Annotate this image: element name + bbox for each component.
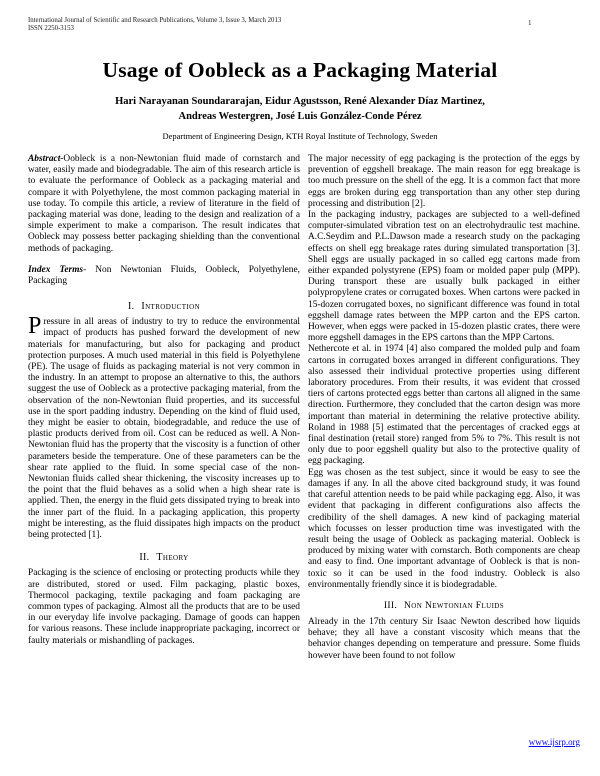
- section-heading-non-newtonian-fluids: [308, 600, 580, 612]
- index-terms-paragraph: [28, 265, 300, 287]
- page-number: 1: [528, 19, 532, 27]
- egg-test-subject-paragraph: Egg was chosen as the test subject, since it would be easy to see the damages if any. In all the above cited background study, it was found that careful attention needs to be paid while packaging egg. Also, it was evident that packaging in different configurations also affects the credibility of the shell damages. A new kind of packaging material which focusses on lesser production time was investigated with the result being the usage of Oobleck as packaging material. Oobleck is produced by mixing water with cornstarch. Both components are cheap and easy to find. One important advantage of Oobleck is that is non-toxic so it can be used in the food industry. Oobleck is also environmentally friendly since it is biodegradable.: [308, 467, 580, 590]
- section-number: III.: [383, 600, 397, 611]
- authors-line-2: Andreas Westergren, José Luis González-Conde Pérez: [178, 111, 422, 122]
- affiliation: Department of Engineering Design, KTH Royal Institute of Technology, Sweden: [162, 131, 438, 141]
- section-heading-theory: [28, 552, 300, 564]
- section-number: I.: [127, 301, 135, 313]
- introduction-text: ressure in all areas of industry to try to reduce the environmental impact of products has pushed forward the development of new materials for manufacturing, but also for packaging and product protection purposes. A much used material in this field is Polyethylene (PE). The usage of fluids as packaging material is not very common in the industry. In an attempt to propose an alternative to this, the authors suggest the use of Oobleck as a protective packaging material, from the observation of the non-Newtonian fluid properties, and its successful use in the sport padding industry. Depending on the kind of fluid used, they might be easier to obtain, biodegradable, and reduce the use of plastic products derived from oil. Cost can be reduced as well. A Non-Newtonian fluid has the property that the viscosity is a function of other parameters beside the temperature. One of these parameters can be the shear rate applied to the fluid. In some special case of the non- Newtonian fluids called shear thickening, the viscosity increases up to the point that the fluid behaves as a solid when a high shear rate is applied. Then, the energy in the fluid gets dissipated trying to break into the inner part of the fluid. In a packaging application, this property might be interesting, as the fluid dissipates high impacts on the product being protected [1].: [28, 317, 300, 541]
- dropcap-letter: P: [28, 313, 42, 340]
- introduction-paragraph: [28, 313, 300, 541]
- section-number: II.: [139, 552, 150, 564]
- newton-fluids-paragraph: Already in the 17th century Sir Isaac Newton described how liquids behave; they all have a constant viscosity which means that the behavior changes depending on temperature and pressure. Some fluids however have been found to not follow: [308, 616, 580, 661]
- egg-packaging-paragraph: The major necessity of egg packaging is the protection of the eggs by prevention of eggshell breakage. The main reason for egg breakage is too much pressure on the shell of the egg. It is a common fact that more eggs are broken during egg transportation than any other step during processing and distribution [2].: [308, 154, 580, 209]
- paper-title: Usage of Oobleck as a Packaging Material: [102, 58, 498, 82]
- authors-block: [0, 94, 600, 124]
- left-column: [28, 154, 300, 662]
- section-label: Theory: [156, 552, 189, 564]
- vibration-test-paragraph: In the packaging industry, packages are subjected to a well-defined computer-simulated vibration test on an electrohydraulic test machine. A.C.Seydim and P.L.Dawson made a research study on the packaging effects on shell egg breakage rates during simulated transportation [3]. Shell eggs are usually packaged in so called egg cartons made from either expanded polystyrene (EPS) foam or molded paper pulp (MPP). During transport these are usually bulk packaged in either polypropylene crates or corrugated boxes. When cartons were packed in 15-dozen corrugated boxes, no significant difference was found in total eggshell damage rates between the MPP carton and the EPS carton. However, when eggs were packed in 15-dozen plastic crates, there were more eggshell damages in the EPS cartons than the MPP Cartons.: [308, 210, 580, 344]
- right-column: [308, 154, 580, 662]
- nethercote-paragraph: Nethercote et al. in 1974 [4] also compared the molded pulp and foam cartons in corrugated boxes arranged in different configurations. They also assessed their individual protective properties using different laboratory procedures. From their results, it was evident that crossed tiers of cartons protected eggs better than cartons all aligned in the same direction. Furthermore, they concluded that the carton design was more important than material in determining the relative protective ability. Roland in 1988 [5] estimated that the percentages of cracked eggs at final destination (retail store) ranged from 5% to 7%. This result is not only due to poor eggshell quality but also to the protective quality of egg packaging.: [308, 344, 580, 467]
- section-label: Non Newtonian Fluids: [404, 600, 505, 611]
- journal-website-link[interactable]: www.ijsrp.org: [528, 737, 580, 747]
- section-heading-introduction: [28, 301, 300, 313]
- abstract-label: Abstract-: [28, 154, 64, 164]
- authors-line-1: Hari Narayanan Soundararajan, Eidur Agustsson, René Alexander Díaz Martinez,: [115, 96, 485, 107]
- abstract-text: Oobleck is a non-Newtonian fluid made of cornstarch and water, easily made and biodegradable. The aim of this research article is to evaluate the performance of Oobleck as a packaging material and compare it with Polyethylene, the most common packaging material in use today. To compile this article, a review of literature in the field of packaging material was done, leading to the design and realization of a simple experiment to make a comparison. The result indicates that Oobleck may possess better packaging shielding than the conventional methods of packaging.: [28, 154, 300, 254]
- journal-line: International Journal of Scientific and Research Publications, Volume 3, Issue 3, March 2013: [28, 17, 282, 24]
- index-terms-label: Index Terms: [28, 264, 84, 275]
- abstract-paragraph: [28, 154, 300, 255]
- theory-paragraph: Packaging is the science of enclosing or protecting products while they are distributed, stored or used. Film packaging, plastic boxes, Thermocol packaging, textile packaging and foam packaging are common types of packaging. Almost all the products that are to be used in our everyday life involve packaging. Damage of goods can happen for various reasons. These include inappropriate packaging, incorrect or faulty materials or mishandling of packages.: [28, 568, 300, 646]
- issn-line: ISSN 2250-3153: [28, 25, 74, 33]
- index-terms-text: - Non Newtonian Fluids, Oobleck, Polyethylene, Packaging: [28, 264, 300, 287]
- section-label: Introduction: [141, 301, 201, 313]
- body-columns: [0, 154, 600, 662]
- running-header: [28, 17, 580, 34]
